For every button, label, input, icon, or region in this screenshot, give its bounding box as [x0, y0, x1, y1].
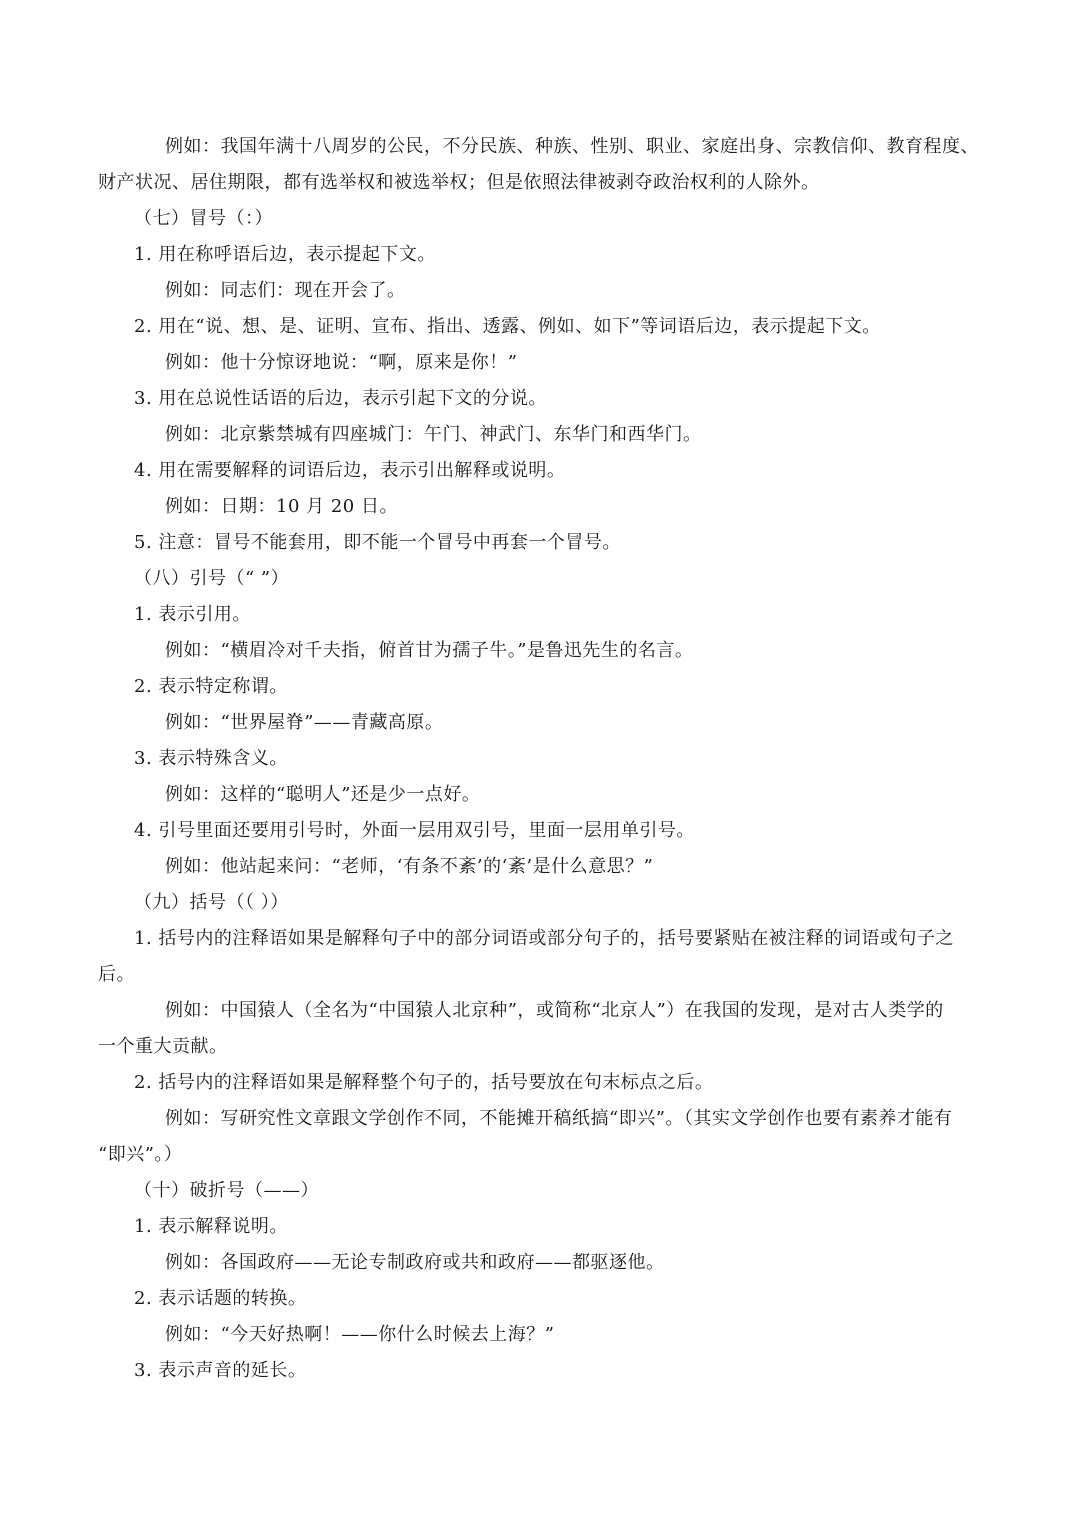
list-item-continuation: 后。: [98, 964, 135, 985]
list-item: 4. 引号里面还要用引号时，外面一层用双引号，里面一层用单引号。: [134, 820, 695, 841]
list-item: 2. 表示特定称谓。: [134, 676, 288, 697]
list-item: 1. 表示解释说明。: [134, 1216, 288, 1237]
example-line: 例如：中国猿人（全名为“中国猿人北京种”，或简称“北京人”）在我国的发现，是对古人类学的: [165, 1000, 944, 1021]
example-line: 例如：“今天好热啊！——你什么时候去上海？”: [165, 1324, 555, 1345]
section-heading-parentheses: （九）括号（（ ））: [134, 892, 289, 913]
example-line: 例如：他十分惊讶地说：“啊，原来是你！”: [165, 352, 518, 373]
example-line: 例如：他站起来问：“老师，‘有条不紊’的‘紊’是什么意思？”: [165, 856, 654, 877]
section-heading-colon: （七）冒号（：）: [134, 208, 273, 229]
example-line: 例如：这样的“聪明人”还是少一点好。: [165, 784, 481, 805]
example-line-continuation: “即兴”。）: [98, 1144, 183, 1165]
list-item: 1. 表示引用。: [134, 604, 251, 625]
example-line: 例如：“横眉冷对千夫指，俯首甘为孺子牛。”是鲁迅先生的名言。: [165, 640, 694, 661]
list-item: 3. 表示声音的延长。: [134, 1360, 307, 1381]
list-item: 4. 用在需要解释的词语后边，表示引出解释或说明。: [134, 460, 566, 481]
list-item: 1. 用在称呼语后边，表示提起下文。: [134, 244, 436, 265]
example-line: 例如：写研究性文章跟文学创作不同，不能摊开稿纸搞“即兴”。（其实文学创作也要有素养才能有: [165, 1108, 953, 1129]
list-item: 5. 注意：冒号不能套用，即不能一个冒号中再套一个冒号。: [134, 532, 621, 553]
example-line: 例如：日期：10 月 20 日。: [165, 496, 398, 517]
example-line: 例如：各国政府——无论专制政府或共和政府——都驱逐他。: [165, 1252, 665, 1273]
section-heading-quotation: （八）引号（“ ”）: [134, 568, 290, 589]
section-heading-dash: （十）破折号（——）: [134, 1180, 319, 1201]
list-item: 3. 表示特殊含义。: [134, 748, 288, 769]
example-line: 例如：北京紫禁城有四座城门：午门、神武门、东华门和西华门。: [165, 424, 702, 445]
example-line: 例如：“世界屋脊”——青藏高原。: [165, 712, 444, 733]
list-item: 2. 用在“说、想、是、证明、宣布、指出、透露、例如、如下”等词语后边，表示提起下文。: [134, 316, 881, 337]
list-item: 1. 括号内的注释语如果是解释句子中的部分词语或部分句子的，括号要紧贴在被注释的词语或句子之: [134, 928, 954, 949]
example-line: 例如：同志们：现在开会了。: [165, 280, 406, 301]
paragraph-line: 例如：我国年满十八周岁的公民，不分民族、种族、性别、职业、家庭出身、宗教信仰、教育程度、: [165, 136, 979, 157]
list-item: 2. 表示话题的转换。: [134, 1288, 307, 1309]
example-line-continuation: 一个重大贡献。: [98, 1036, 228, 1057]
paragraph-line: 财产状况、居住期限，都有选举权和被选举权；但是依照法律被剥夺政治权利的人除外。: [98, 172, 820, 193]
list-item: 3. 用在总说性话语的后边，表示引起下文的分说。: [134, 388, 547, 409]
list-item: 2. 括号内的注释语如果是解释整个句子的，括号要放在句末标点之后。: [134, 1072, 714, 1093]
